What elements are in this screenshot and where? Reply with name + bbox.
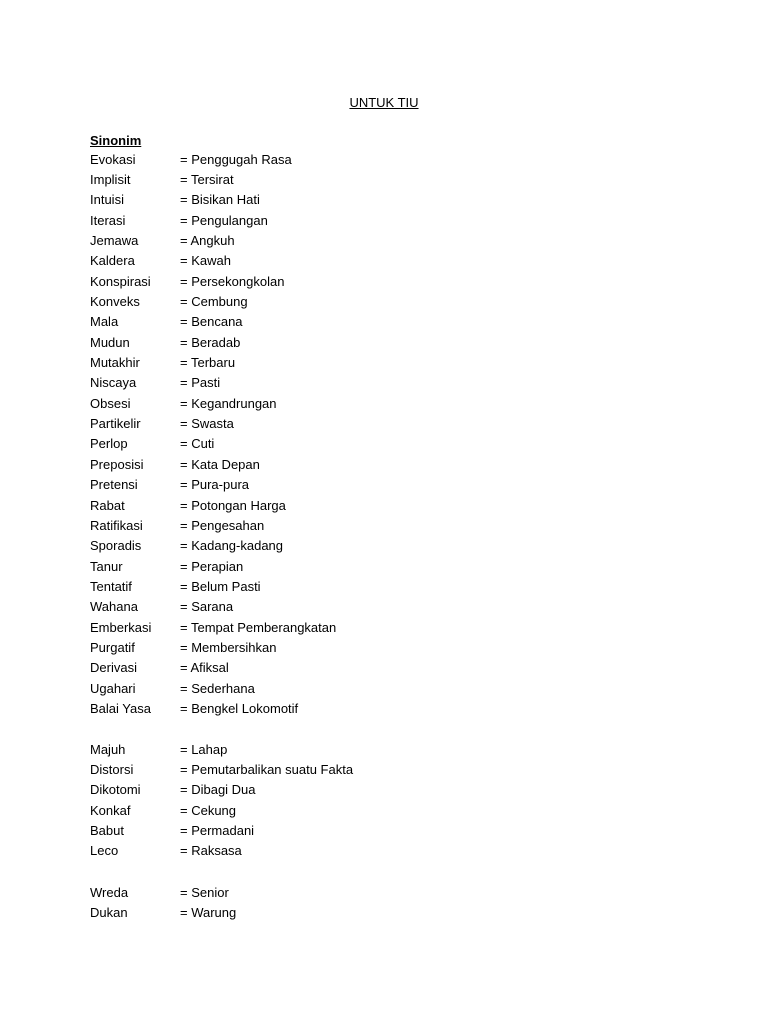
synonym-meaning: = Kegandrungan [180, 395, 277, 411]
synonym-term: Ratifikasi [90, 517, 143, 533]
synonym-meaning: = Bencana [180, 314, 243, 330]
list-item [90, 393, 690, 413]
synonym-term: Dikotomi [90, 782, 141, 798]
synonym-meaning: = Sederhana [180, 680, 255, 696]
list-item [90, 780, 690, 800]
synonym-meaning: = Belum Pasti [180, 578, 261, 594]
synonym-meaning: = Beradab [180, 334, 241, 350]
list-item [90, 698, 690, 718]
synonym-group-2 [90, 739, 690, 861]
synonym-meaning: = Pasti [180, 375, 221, 391]
list-item [90, 882, 690, 902]
synonym-term: Iterasi [90, 212, 126, 228]
synonym-meaning: = Warung [180, 905, 237, 921]
synonym-meaning: = Penggugah Rasa [180, 151, 292, 167]
list-item [90, 576, 690, 596]
synonym-meaning: = Dibagi Dua [180, 782, 256, 798]
synonym-term: Partikelir [90, 416, 141, 432]
list-item [90, 169, 690, 189]
list-item [90, 841, 690, 861]
synonym-meaning: = Bisikan Hati [180, 192, 260, 208]
list-item [90, 352, 690, 372]
synonym-term: Preposisi [90, 456, 144, 472]
synonym-meaning: = Persekongkolan [180, 273, 285, 289]
synonym-group-3 [90, 882, 690, 923]
synonym-term: Leco [90, 843, 119, 859]
synonym-meaning: = Sarana [180, 599, 234, 615]
synonym-term: Tanur [90, 558, 123, 574]
list-item [90, 312, 690, 332]
synonym-meaning: = Potongan Harga [180, 497, 286, 513]
synonym-term: Perlop [90, 436, 128, 452]
list-item [90, 413, 690, 433]
synonym-meaning: = Cuti [180, 436, 215, 452]
list-item [90, 759, 690, 779]
list-item [90, 373, 690, 393]
synonym-term: Jemawa [90, 233, 139, 249]
synonym-meaning: = Senior [180, 884, 229, 900]
synonym-term: Mutakhir [90, 355, 140, 371]
list-item [90, 332, 690, 352]
synonym-meaning: = Pura-pura [180, 477, 250, 493]
list-item [90, 495, 690, 515]
page-title: UNTUK TIU [349, 95, 419, 110]
list-item [90, 149, 690, 169]
synonym-term: Babut [90, 823, 124, 839]
list-item [90, 739, 690, 759]
synonym-term: Wahana [90, 599, 138, 615]
synonym-meaning: = Raksasa [180, 843, 242, 859]
list-item [90, 515, 690, 535]
list-item [90, 678, 690, 698]
synonym-meaning: = Perapian [180, 558, 244, 574]
list-item [90, 230, 690, 250]
synonym-term: Mala [90, 314, 119, 330]
synonym-term: Ugahari [90, 680, 136, 696]
list-item [90, 820, 690, 840]
synonym-meaning: = Kata Depan [180, 456, 260, 472]
list-item [90, 536, 690, 556]
synonym-term: Intuisi [90, 192, 124, 208]
synonym-meaning: = Cekung [180, 802, 237, 818]
synonym-term: Tentatif [90, 578, 132, 594]
synonym-meaning: = Membersihkan [180, 639, 277, 655]
list-item [90, 800, 690, 820]
list-item [90, 190, 690, 210]
synonym-meaning: = Terbaru [180, 355, 236, 371]
synonym-meaning: = Kawah [180, 253, 231, 269]
list-item [90, 475, 690, 495]
synonym-meaning: = Swasta [180, 416, 234, 432]
section-heading-sinonim: Sinonim [90, 133, 142, 148]
synonym-term: Pretensi [90, 477, 138, 493]
list-item [90, 658, 690, 678]
synonym-term: Wreda [90, 884, 129, 900]
synonym-meaning: = Pemutarbalikan suatu Fakta [180, 762, 354, 778]
synonym-term: Konkaf [90, 802, 131, 818]
synonym-meaning: = Angkuh [180, 233, 235, 249]
list-item [90, 902, 690, 922]
synonym-meaning: = Lahap [180, 741, 228, 757]
synonym-term: Niscaya [90, 375, 137, 391]
list-item [90, 434, 690, 454]
synonym-term: Kaldera [90, 253, 135, 269]
synonym-group-1 [90, 149, 690, 719]
list-item [90, 597, 690, 617]
synonym-term: Implisit [90, 172, 131, 188]
synonym-term: Majuh [90, 741, 126, 757]
list-item [90, 291, 690, 311]
synonym-meaning: = Cembung [180, 294, 248, 310]
synonym-term: Obsesi [90, 395, 131, 411]
synonym-term: Distorsi [90, 762, 134, 778]
synonym-term: Mudun [90, 334, 130, 350]
synonym-term: Dukan [90, 905, 128, 921]
synonym-meaning: = Afiksal [180, 660, 229, 676]
synonym-meaning: = Bengkel Lokomotif [180, 700, 299, 716]
list-item [90, 271, 690, 291]
synonym-term: Sporadis [90, 538, 142, 554]
synonym-term: Konveks [90, 294, 140, 310]
synonym-meaning: = Pengulangan [180, 212, 268, 228]
list-item [90, 454, 690, 474]
synonym-meaning: = Pengesahan [180, 517, 265, 533]
list-item [90, 556, 690, 576]
synonym-term: Derivasi [90, 660, 137, 676]
synonym-meaning: = Kadang-kadang [180, 538, 284, 554]
synonym-meaning: = Tersirat [180, 172, 234, 188]
synonym-term: Evokasi [90, 151, 136, 167]
list-item [90, 637, 690, 657]
synonym-term: Balai Yasa [90, 700, 151, 716]
list-item [90, 210, 690, 230]
list-item [90, 617, 690, 637]
synonym-meaning: = Permadani [180, 823, 255, 839]
synonym-term: Emberkasi [90, 619, 152, 635]
synonym-term: Purgatif [90, 639, 135, 655]
synonym-meaning: = Tempat Pemberangkatan [180, 619, 337, 635]
synonym-term: Rabat [90, 497, 125, 513]
synonym-term: Konspirasi [90, 273, 151, 289]
list-item [90, 251, 690, 271]
